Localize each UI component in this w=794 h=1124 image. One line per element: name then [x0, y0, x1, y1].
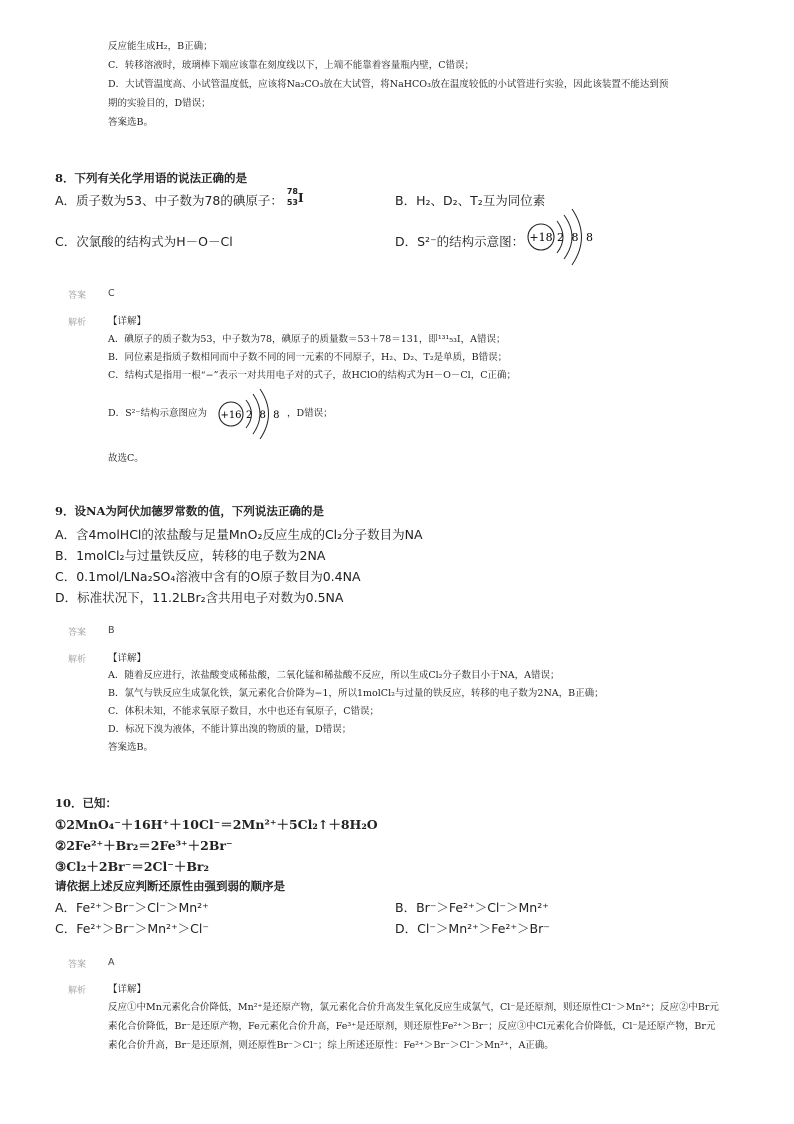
- q10-option-d: D．Cl⁻＞Mn²⁺＞Fe²⁺＞Br⁻: [395, 921, 550, 936]
- q9-explain-c: C．体积未知，不能求氧原子数目，水中也还有氧原子，C错误；: [108, 706, 380, 717]
- s2-correct-diagram: [215, 386, 285, 442]
- q10-detail-heading: 【详解】: [108, 984, 147, 995]
- q8-option-c: C．次氯酸的结构式为H－O－Cl: [55, 234, 233, 249]
- q10-question: 请依据上述反应判断还原性由强到弱的顺序是: [55, 879, 285, 893]
- q10-stem: 10．已知：: [55, 796, 118, 810]
- q8-explain-d-tail: ，D错误；: [287, 408, 333, 419]
- q10-reaction-2: ②2Fe²⁺＋Br₂＝2Fe³⁺＋2Br⁻: [55, 838, 233, 853]
- q9-explain-b: B．氯气与铁反应生成氯化铁，氯元素化合价降为−1，所以1molCl₂与过量的铁反应，转移的电子数为2NA，B正确；: [108, 688, 604, 699]
- q8-stem: 8．下列有关化学用语的说法正确的是: [55, 171, 247, 185]
- prev-line-2: C．转移溶液时，玻璃棒下端应该靠在刻度线以下，上端不能靠着容量瓶内壁，C错误；: [108, 60, 475, 71]
- q8-option-d: D．S²⁻的结构示意图：: [395, 234, 525, 249]
- q8-answer-value: C: [108, 288, 115, 299]
- q9-detail-heading: 【详解】: [108, 653, 147, 664]
- prev-line-5: 答案选B。: [108, 117, 153, 128]
- q8-explain-c: C．结构式是指用一根“−”表示一对共用电子对的式子，故HClO的结构式为H－O－Cl，C正确；: [108, 370, 516, 381]
- q9-answer-value: B: [108, 625, 115, 636]
- q10-option-c: C．Fe²⁺＞Br⁻＞Mn²⁺＞Cl⁻: [55, 921, 209, 936]
- q9-option-b: B．1molCl₂与过量铁反应，转移的电子数为2NA: [55, 548, 326, 563]
- q10-option-a: A．Fe²⁺＞Br⁻＞Cl⁻＞Mn²⁺: [55, 900, 209, 915]
- q8-option-b: B．H₂、D₂、T₂互为同位素: [395, 193, 546, 208]
- prev-line-4: 期的实验目的，D错误；: [108, 98, 211, 109]
- q9-option-d: D．标准状况下，11.2LBr₂含共用电子对数为0.5NA: [55, 590, 344, 605]
- q9-explain-a: A．随着反应进行，浓盐酸变成稀盐酸，二氧化锰和稀盐酸不反应，所以生成Cl₂分子数目小于NA，A错误；: [108, 670, 560, 681]
- q9-analysis-label: 解析: [68, 655, 87, 665]
- q10-answer-label: 答案: [68, 960, 87, 970]
- q8-explain-a: A．碘原子的质子数为53，中子数为78，碘原子的质量数＝53＋78＝131，即¹³¹₅₃I，A错误；: [108, 334, 506, 345]
- q8-option-a: [55, 187, 309, 209]
- q8-explain-d: D．S²⁻结构示意图应为: [108, 408, 207, 419]
- prev-line-1: 反应能生成H₂，B正确；: [108, 41, 213, 52]
- q9-option-c: C．0.1mol/LNa₂SO₄溶液中含有的O原子数目为0.4NA: [55, 569, 361, 584]
- q9-explain-d: D．标况下溴为液体，不能计算出溴的物质的量，D错误；: [108, 724, 352, 735]
- q8-answer-label: 答案: [68, 291, 87, 301]
- shell-electrons: 2 8 8: [246, 410, 282, 421]
- shell-electrons: 2 8 8: [557, 231, 595, 244]
- q8-option-a-text: A．质子数为53、中子数为78的碘原子：: [55, 193, 283, 208]
- prev-line-3: D．大试管温度高、小试管温度低，应该将Na₂CO₃放在大试管，将NaHCO₃放在温度较低的小试管进行实验，因此该装置不能达到预: [108, 79, 669, 90]
- q8-detail-heading: 【详解】: [108, 316, 147, 327]
- nuclide-number: 53: [286, 198, 298, 207]
- q10-answer-value: A: [108, 957, 115, 968]
- q8-conclusion: 故选C。: [108, 453, 144, 464]
- q10-analysis-label: 解析: [68, 986, 87, 996]
- q9-stem: 9．设NA为阿伏加德罗常数的值，下列说法正确的是: [55, 504, 324, 518]
- q9-option-a: A．含4molHCl的浓盐酸与足量MnO₂反应生成的Cl₂分子数目为NA: [55, 527, 423, 542]
- q9-answer-label: 答案: [68, 628, 87, 638]
- nuclide-mass: 78: [286, 187, 298, 196]
- nucleus-label: +18: [529, 231, 553, 244]
- nucleus-label: +16: [220, 410, 242, 421]
- nuclide-symbol: I: [297, 190, 304, 205]
- q9-conclusion: 答案选B。: [108, 742, 153, 753]
- s2-structure-diagram: [524, 205, 599, 269]
- q10-reaction-1: ①2MnO₄⁻＋16H⁺＋10Cl⁻＝2Mn²⁺＋5Cl₂↑＋8H₂O: [55, 817, 378, 832]
- iodine-nuclide: [286, 187, 309, 207]
- q8-analysis-label: 解析: [68, 318, 87, 328]
- q10-option-b: B．Br⁻＞Fe²⁺＞Cl⁻＞Mn²⁺: [395, 900, 549, 915]
- q8-explain-b: B．同位素是指质子数相同而中子数不同的同一元素的不同原子，H₂、D₂、T₂是单质，B错误；: [108, 352, 508, 363]
- q10-explanation: 反应①中Mn元素化合价降低，Mn²⁺是还原产物，氯元素化合价升高发生氧化反应生成氯气，Cl⁻是还原剂，则还原性Cl⁻＞Mn²⁺；反应②中Br元素化合价降低，Br⁻是还原产物，Fe元素化合价升高，Fe³⁺是还原剂，则还原性Fe²⁺＞Br⁻；反应③中Cl元素化合价降低，Cl⁻是还原产物，Br元素化合价升高，Br⁻是还原剂，则还原性Br⁻＞Cl⁻；综上所述还原性：Fe²⁺＞Br⁻＞Cl⁻＞Mn²⁺，A正确。: [108, 1002, 719, 1051]
- q10-reaction-3: ③Cl₂＋2Br⁻＝2Cl⁻＋Br₂: [55, 859, 209, 874]
